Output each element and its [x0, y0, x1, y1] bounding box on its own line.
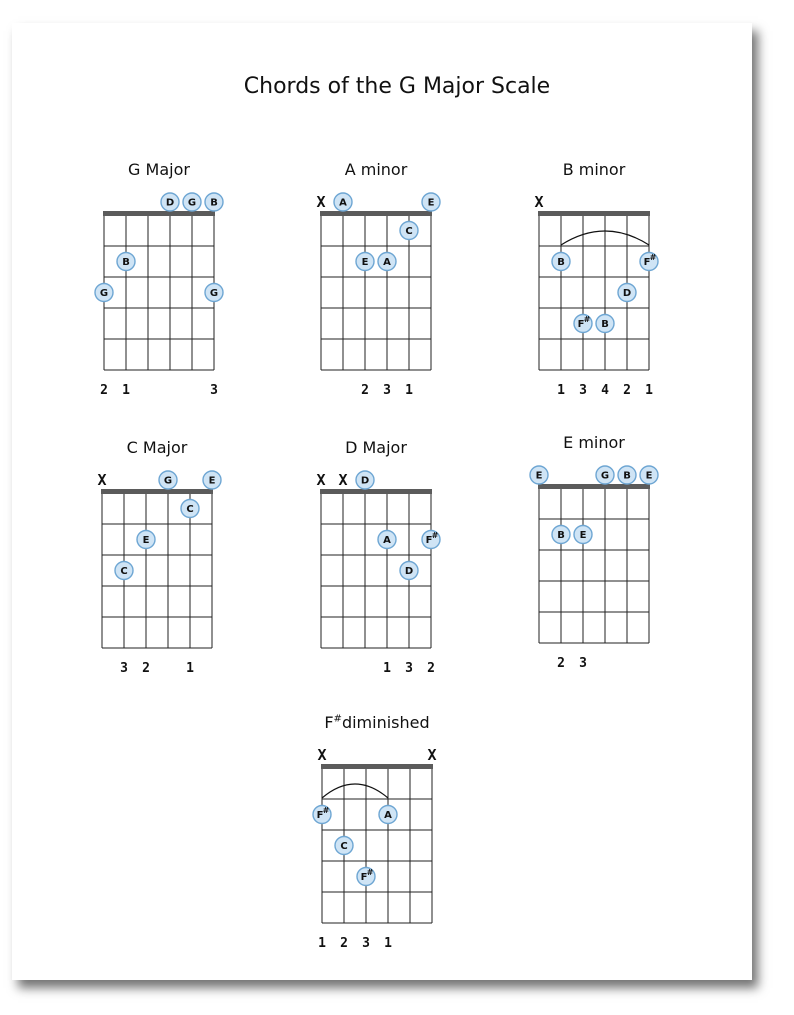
- finger-number: 2: [340, 936, 348, 951]
- fretted-note-dot: [378, 253, 396, 271]
- sharp-label: #: [649, 253, 657, 262]
- open-note-dot: [596, 466, 614, 484]
- note-label: D: [622, 288, 632, 300]
- muted-string-marker: X: [317, 746, 327, 764]
- note-label: G: [187, 197, 197, 209]
- finger-number: 3: [120, 661, 128, 676]
- fretted-note-dot: [400, 222, 418, 240]
- sharp-label: #: [322, 806, 330, 815]
- sharp-label: #: [366, 868, 374, 877]
- note-label: E: [535, 470, 543, 482]
- note-label: F: [643, 257, 651, 269]
- chord-name-root: E minor: [563, 433, 625, 452]
- finger-number: 1: [384, 936, 392, 951]
- muted-string-marker: X: [97, 471, 107, 489]
- chord-diagram: [281, 160, 471, 398]
- fretted-note-dot: [400, 562, 418, 580]
- chord-name-root: C Major: [126, 438, 188, 457]
- note-label: A: [384, 810, 392, 822]
- fretted-note-dot: [552, 253, 570, 271]
- fretted-note-dot: [596, 315, 614, 333]
- finger-number: 1: [405, 383, 413, 398]
- fretted-note-dot: [574, 526, 592, 544]
- open-note-dot: [161, 193, 179, 211]
- nut-bar: [103, 211, 215, 216]
- fretted-note-dot: [574, 315, 592, 333]
- fretboard-grid: [104, 215, 214, 370]
- fretted-note-dot: [313, 806, 331, 824]
- note-label: E: [645, 470, 653, 482]
- fretted-note-dot: [640, 253, 658, 271]
- note-label: A: [383, 535, 391, 547]
- finger-number: 1: [383, 661, 391, 676]
- finger-number: 3: [405, 661, 413, 676]
- note-label: F: [360, 872, 368, 884]
- fretted-note-dot: [115, 562, 133, 580]
- note-label: C: [186, 504, 194, 516]
- note-label: F: [425, 535, 433, 547]
- open-note-dot: [422, 193, 440, 211]
- finger-number: 2: [623, 383, 631, 398]
- note-label: D: [165, 197, 175, 209]
- open-note-dot: [159, 471, 177, 489]
- chord-diagram: [62, 438, 252, 676]
- chord-a-minor: [281, 160, 471, 398]
- nut-bar: [538, 484, 650, 489]
- open-note-dot: [640, 466, 658, 484]
- barre-arc: [322, 784, 388, 798]
- finger-number: 2: [361, 383, 369, 398]
- open-note-dot: [334, 193, 352, 211]
- nut-bar: [320, 489, 432, 494]
- finger-number: 1: [186, 661, 194, 676]
- open-note-dot: [183, 193, 201, 211]
- note-label: C: [405, 226, 413, 238]
- note-label: B: [122, 257, 130, 269]
- open-note-dot: [530, 466, 548, 484]
- nut-bar: [321, 764, 433, 769]
- fretboard-grid: [539, 488, 649, 643]
- chord-name-suffix: diminished: [341, 713, 430, 732]
- fretted-note-dot: [356, 253, 374, 271]
- chord-b-minor: [499, 160, 689, 398]
- muted-string-marker: X: [534, 193, 544, 211]
- chord-e-minor: [499, 433, 689, 671]
- note-label: G: [209, 288, 219, 300]
- finger-number: 3: [579, 383, 587, 398]
- fretted-note-dot: [137, 531, 155, 549]
- fretted-note-dot: [95, 284, 113, 302]
- chord-diagram: [281, 438, 471, 676]
- fretted-note-dot: [117, 253, 135, 271]
- chord-name-sharp: #: [333, 713, 342, 725]
- muted-string-marker: X: [316, 193, 326, 211]
- chord-name-root: D Major: [345, 438, 407, 457]
- muted-string-marker: X: [427, 746, 437, 764]
- finger-number: 1: [645, 383, 653, 398]
- note-label: D: [404, 566, 414, 578]
- chord-diagram: [499, 433, 689, 671]
- chord-name-root: A minor: [344, 160, 408, 179]
- finger-number: 4: [601, 383, 609, 398]
- finger-number: 1: [122, 383, 130, 398]
- finger-number: 1: [557, 383, 565, 398]
- note-label: E: [579, 530, 587, 542]
- finger-number: 2: [142, 661, 150, 676]
- note-label: B: [623, 470, 631, 482]
- note-label: B: [557, 530, 565, 542]
- fretted-note-dot: [378, 531, 396, 549]
- sharp-label: #: [583, 315, 591, 324]
- fretted-note-dot: [335, 837, 353, 855]
- nut-bar: [101, 489, 213, 494]
- open-note-dot: [205, 193, 223, 211]
- fretted-note-dot: [181, 500, 199, 518]
- note-label: D: [360, 475, 370, 487]
- finger-number: 3: [383, 383, 391, 398]
- open-note-dot: [618, 466, 636, 484]
- page-title: Chords of the G Major Scale: [243, 74, 551, 99]
- chord-c-major: [62, 438, 252, 676]
- note-label: G: [163, 475, 173, 487]
- finger-number: 2: [427, 661, 435, 676]
- note-label: B: [557, 257, 565, 269]
- chord-diagram: [282, 713, 472, 951]
- chord-d-major: [281, 438, 471, 676]
- note-label: G: [99, 288, 109, 300]
- note-label: A: [383, 257, 391, 269]
- fretted-note-dot: [618, 284, 636, 302]
- open-note-dot: [356, 471, 374, 489]
- fretted-note-dot: [422, 531, 440, 549]
- note-label: E: [142, 535, 150, 547]
- chord-g-major: [64, 160, 254, 398]
- finger-number: 1: [318, 936, 326, 951]
- muted-string-marker: X: [338, 471, 348, 489]
- chord-name-root: G Major: [128, 160, 190, 179]
- note-label: B: [210, 197, 218, 209]
- open-note-dot: [203, 471, 221, 489]
- note-label: E: [208, 475, 216, 487]
- sharp-label: #: [431, 531, 439, 540]
- finger-number: 3: [210, 383, 218, 398]
- fretted-note-dot: [379, 806, 397, 824]
- fretted-note-dot: [357, 868, 375, 886]
- note-label: C: [120, 566, 128, 578]
- fretted-note-dot: [552, 526, 570, 544]
- chord-name-root: B minor: [562, 160, 626, 179]
- note-label: C: [340, 841, 348, 853]
- note-label: E: [427, 197, 435, 209]
- finger-number: 2: [100, 383, 108, 398]
- chord-f-sharp-diminished: [282, 713, 472, 951]
- note-label: F: [577, 319, 585, 331]
- note-label: B: [601, 319, 609, 331]
- nut-bar: [538, 211, 650, 216]
- chord-name-root: F: [324, 713, 334, 732]
- note-label: A: [339, 197, 347, 209]
- finger-number: 3: [579, 656, 587, 671]
- note-label: G: [600, 470, 610, 482]
- note-label: E: [361, 257, 369, 269]
- finger-number: 3: [362, 936, 370, 951]
- muted-string-marker: X: [316, 471, 326, 489]
- chord-diagram: [64, 160, 254, 398]
- chord-diagram: [499, 160, 689, 398]
- fretted-note-dot: [205, 284, 223, 302]
- note-label: F: [316, 810, 324, 822]
- nut-bar: [320, 211, 432, 216]
- finger-number: 2: [557, 656, 565, 671]
